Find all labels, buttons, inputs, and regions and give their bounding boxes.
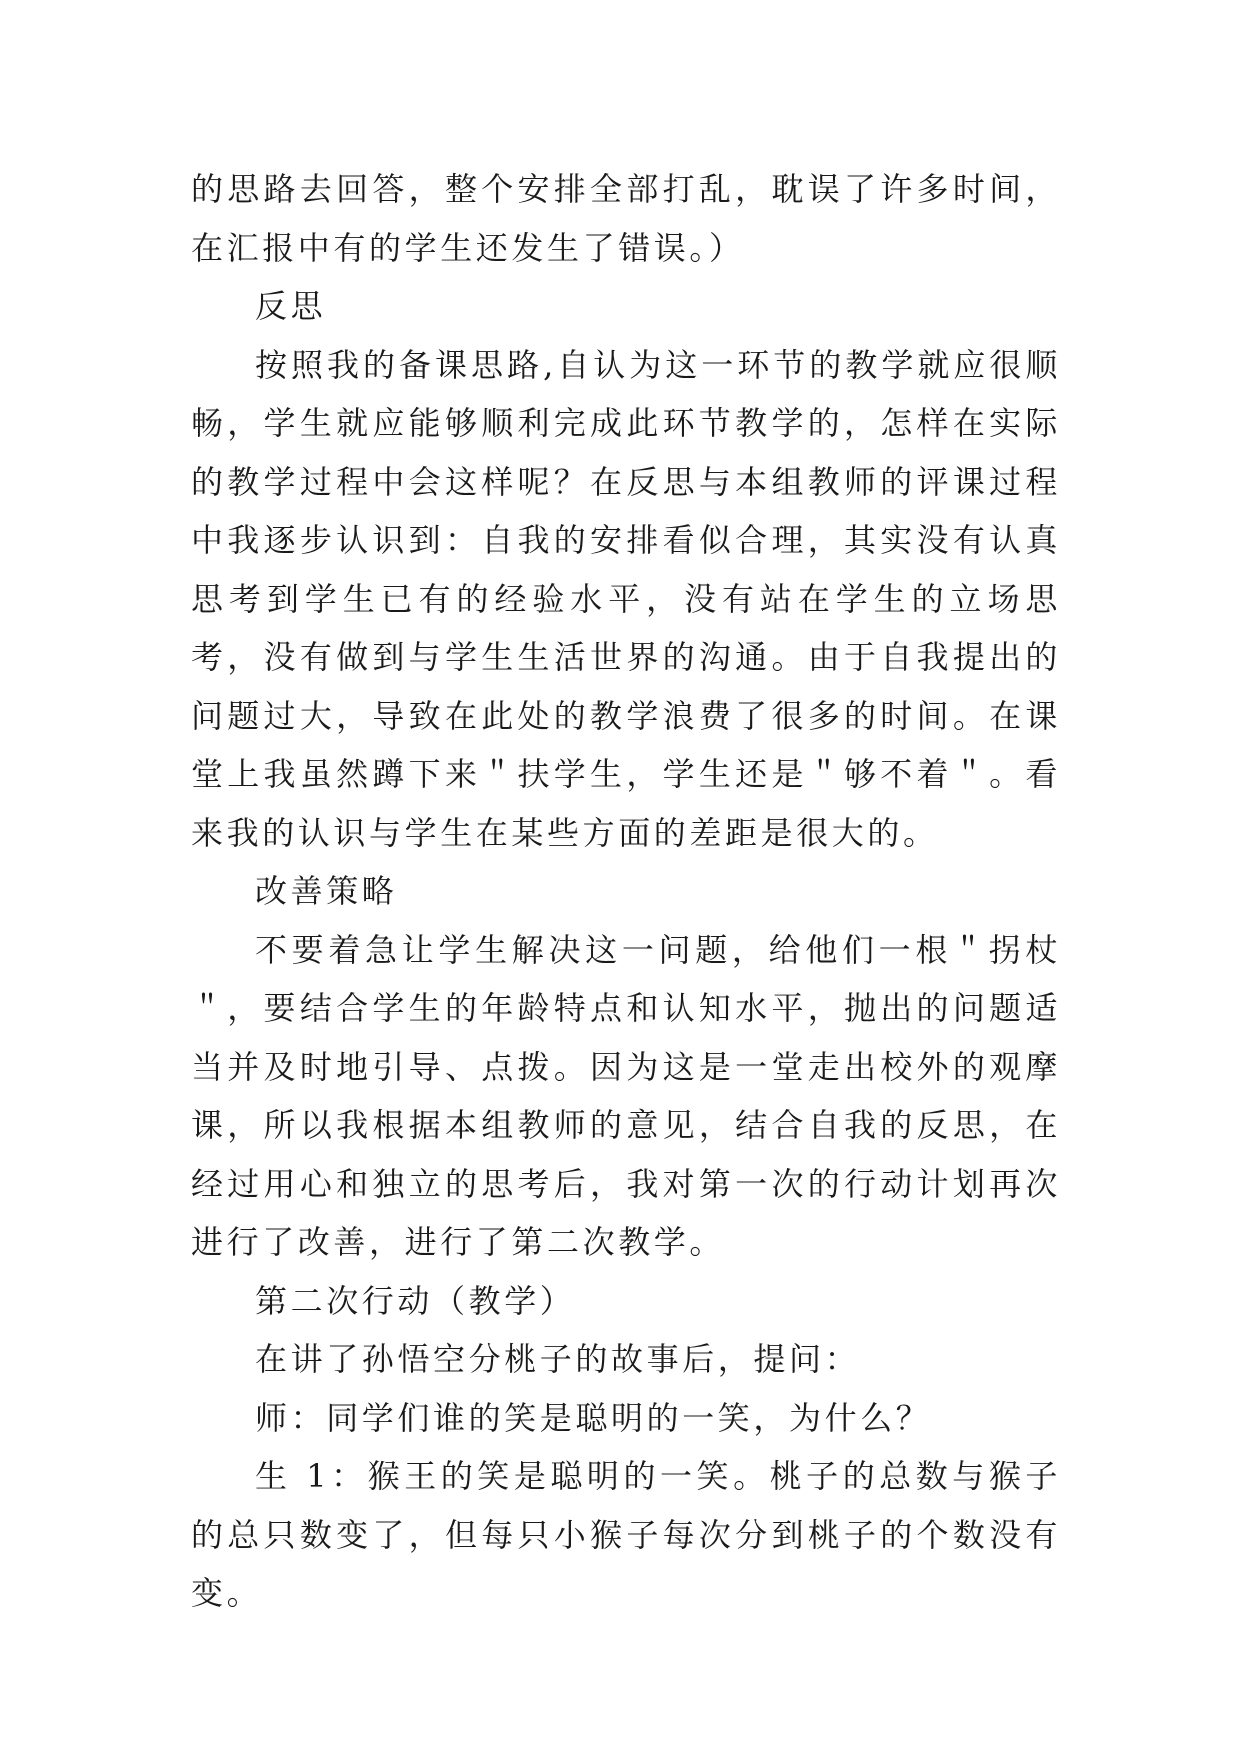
heading-second-action: 第二次行动（教学） [255,1281,576,1320]
paragraph-story-question: 在讲了孙悟空分桃子的故事后，提问： [255,1340,861,1378]
paragraph-continuation: 的思路去回答，整个安排全部打乱，耽误了许多时间，在汇报中有的学生还发生了错误。） [191,170,1061,267]
paragraph-teacher-question: 师：同学们谁的笑是聪明的一笑，为什么？ [255,1398,932,1437]
paragraph-improvement-strategy: 不要着急让学生解决这一问题，给他们一根＂拐杖＂，要结合学生的年龄特点和认知水平，抛出的问题适当并及时地引导、点拨。因为这是一堂走出校外的观摩课，所以我根据本组教师的意见，结合自我的反思，在经过用心和独立的思考后，我对第一次的行动计划再次进行了改善，进行了第二次教学。 [191,930,1061,1261]
paragraph-reflection: 按照我的备课思路,自认为这一环节的教学就应很顺畅，学生就应能够顺利完成此环节教学的，怎样在实际的教学过程中会这样呢？在反思与本组教师的评课过程中我逐步认识到：自我的安排看似合理，其实没有认真思考到学生已有的经验水平，没有站在学生的立场思考，没有做到与学生生活世界的沟通。由于自我提出的问题过大，导致在此处的教学浪费了很多的时间。在课堂上我虽然蹲下来＂扶学生，学生还是＂够不着＂。看来我的认识与学生在某些方面的差距是很大的。 [191,345,1061,852]
document-body [191,160,1061,1623]
paragraph-student-answer: 生 1：猴王的笑是聪明的一笑。桃子的总数与猴子的总只数变了，但每只小猴子每次分到桃子的个数没有变。 [191,1457,1061,1612]
heading-improvement-strategy: 改善策略 [255,872,398,910]
heading-reflection: 反思 [255,287,327,325]
